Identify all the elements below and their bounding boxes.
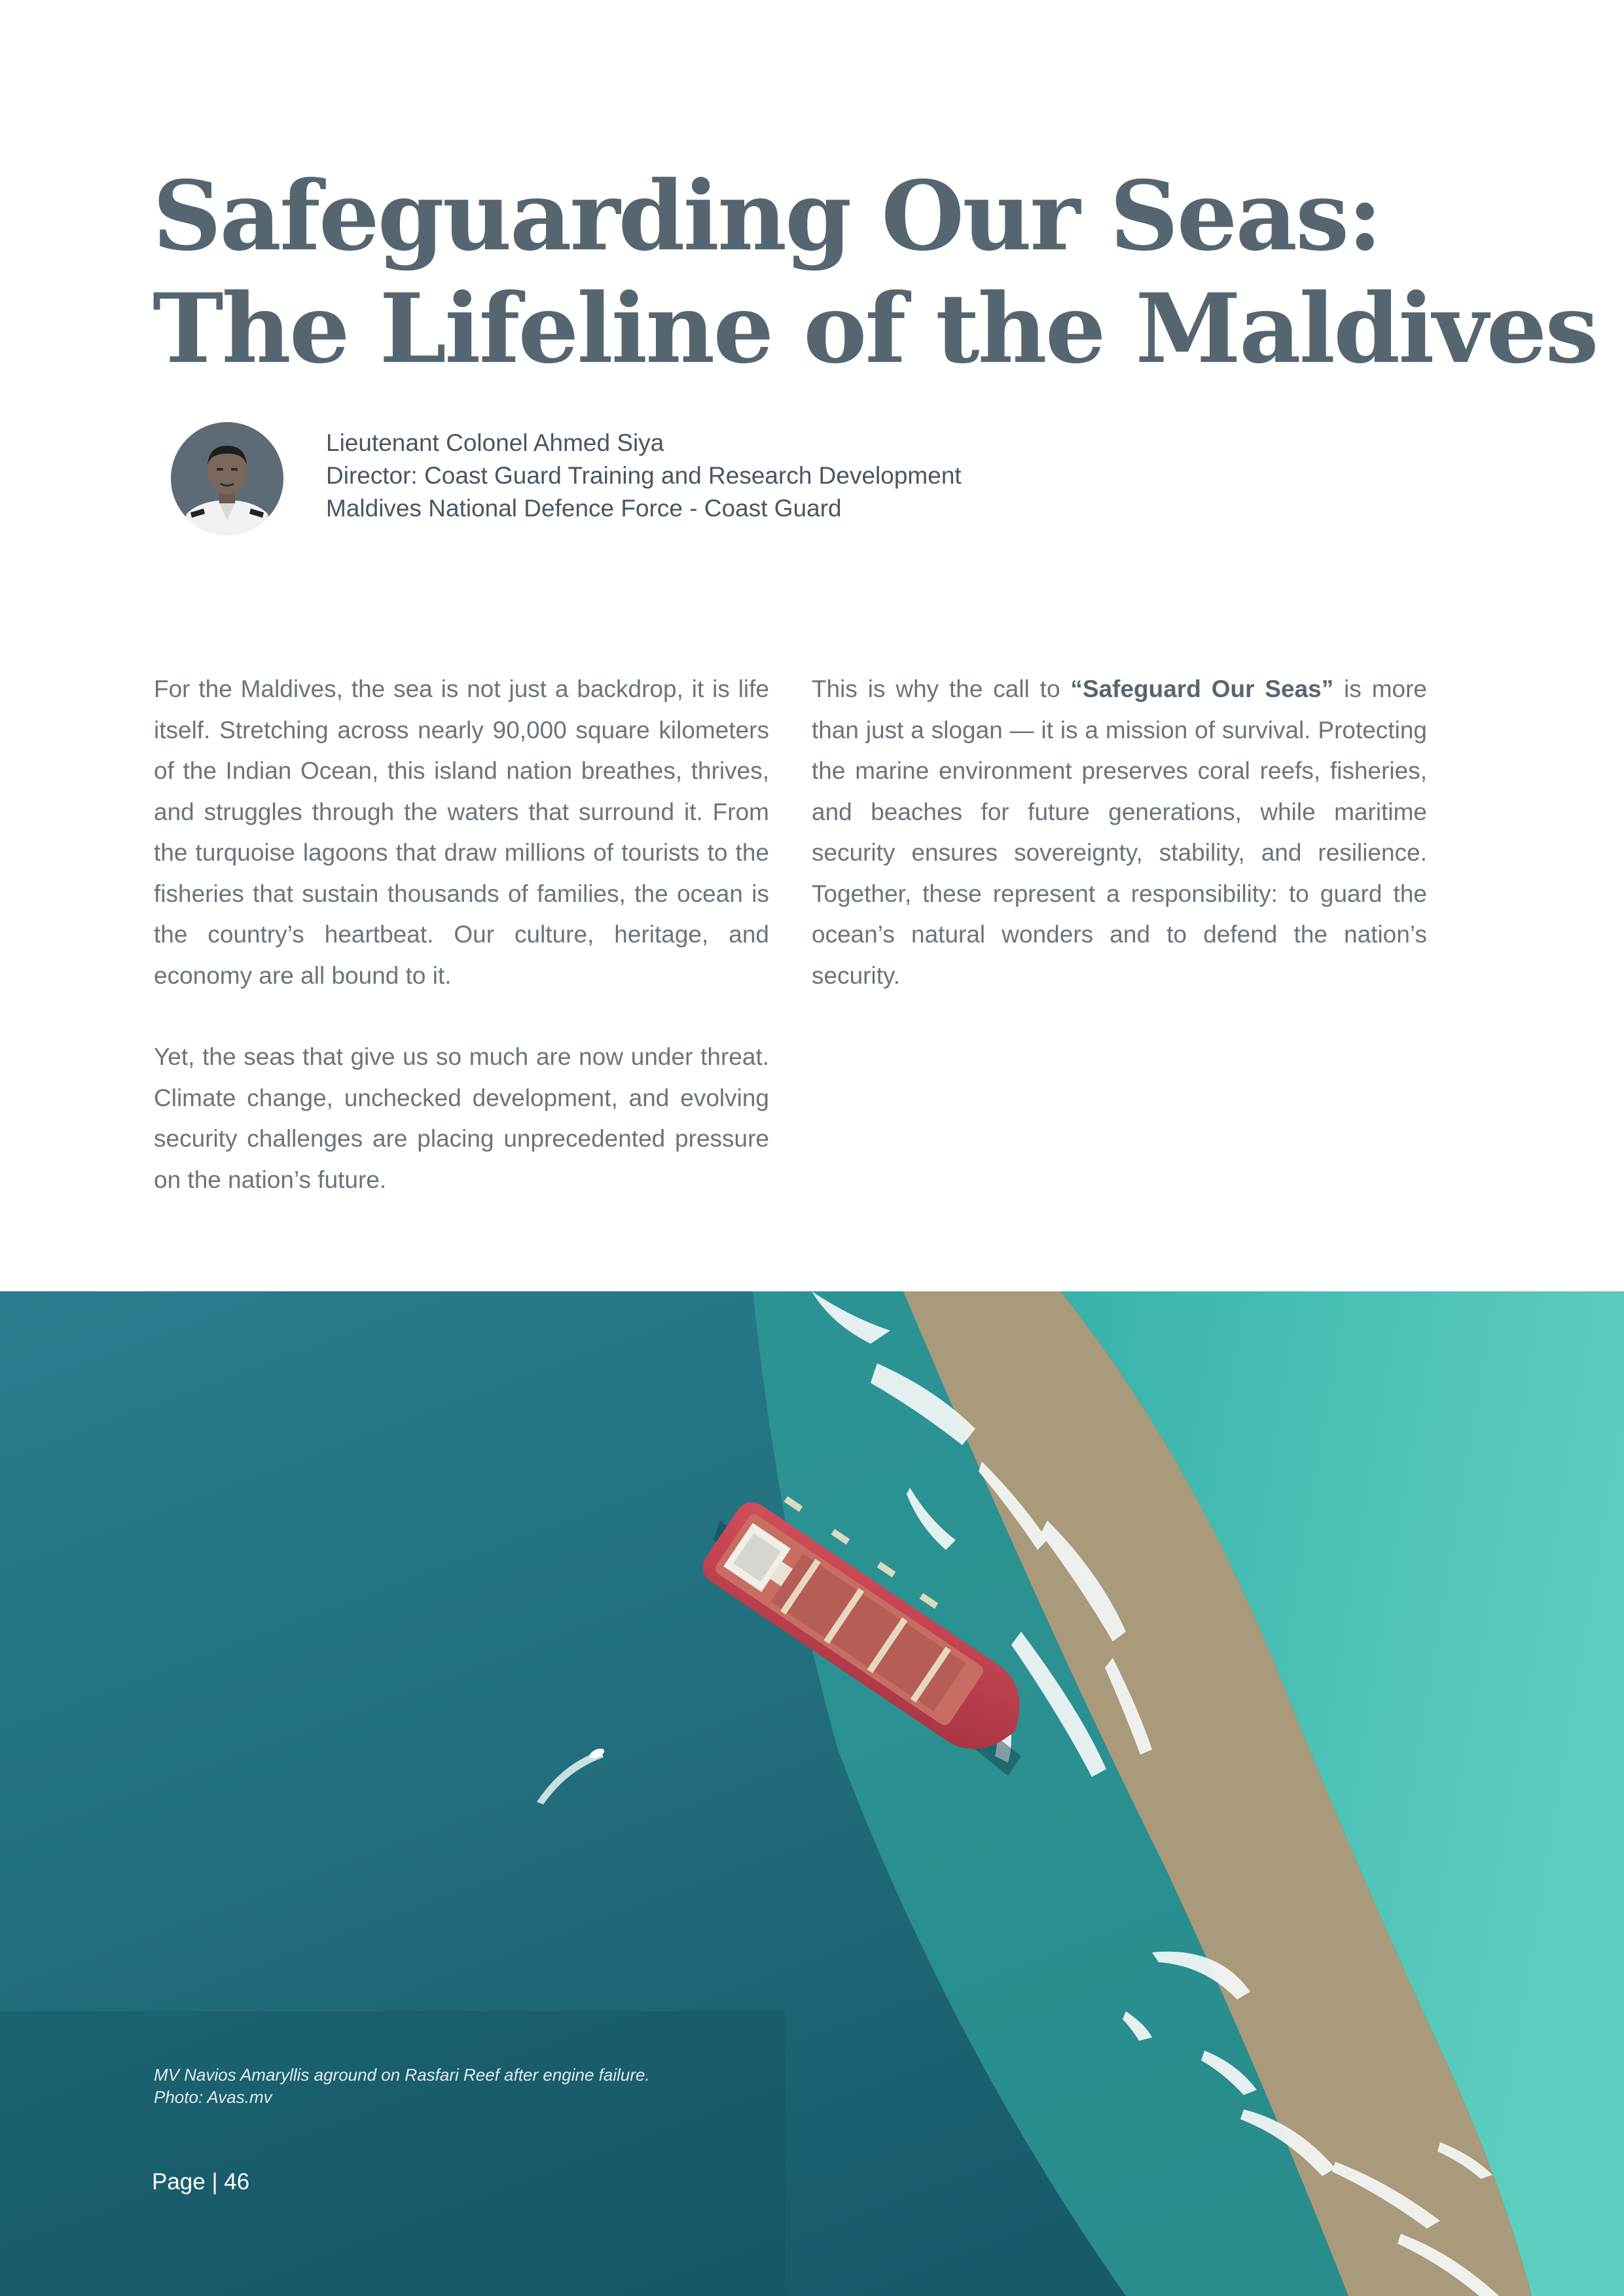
article-column-left xyxy=(154,669,769,1241)
paragraph-3-intro: This is why the call to xyxy=(812,675,1071,702)
paragraph-3 xyxy=(812,669,1427,996)
author-name: Lieutenant Colonel Ahmed Siya xyxy=(326,429,664,456)
paragraph-2: Yet, the seas that give us so much are now under threat. Climate change, unchecked development, and evolving security challenges are placing unprecedented pressure on the nation’s future. xyxy=(154,1043,769,1193)
title-line-1: Safeguarding Our Seas: xyxy=(153,160,1381,272)
author-avatar xyxy=(171,422,283,535)
ship-aground-photo xyxy=(0,1291,1624,2296)
photo-caption xyxy=(154,2064,650,2108)
author-role: Director: Coast Guard Training and Research Development xyxy=(326,462,962,489)
slogan-emphasis: “Safeguard Our Seas” xyxy=(1070,675,1334,702)
page-number: Page | 46 xyxy=(152,2169,250,2195)
title-line-2: The Lifeline of the Maldives xyxy=(153,273,1597,385)
paragraph-1: For the Maldives, the sea is not just a backdrop, it is life itself. Stretching across nearly 90,000 square kilometers of the Indian Ocean, this island nation breathes, thrives, and struggles through the waters that surround it. From the turquoise lagoons that draw millions of tourists to the fisheries that sustain thousands of families, the ocean is the country’s heartbeat. Our culture, heritage, and economy are all bound to it. xyxy=(154,675,769,989)
article-title xyxy=(153,160,1597,386)
paragraph-3-rest: is more than just a slogan — it is a mission of survival. Protecting the marine environment preserves coral reefs, fisheries, and beaches for future generations, while maritime security ensures sovereignty, stability, and resilience. Together, these represent a responsibility: to guard the ocean’s natural wonders and to defend the nation’s security. xyxy=(812,675,1428,989)
author-organization: Maldives National Defence Force - Coast Guard xyxy=(326,495,842,522)
caption-credit: Photo: Avas.mv xyxy=(154,2087,272,2107)
caption-description: MV Navios Amaryllis aground on Rasfari Reef after engine failure. xyxy=(154,2065,650,2085)
author-info xyxy=(326,427,1308,525)
article-column-right xyxy=(812,669,1427,1037)
